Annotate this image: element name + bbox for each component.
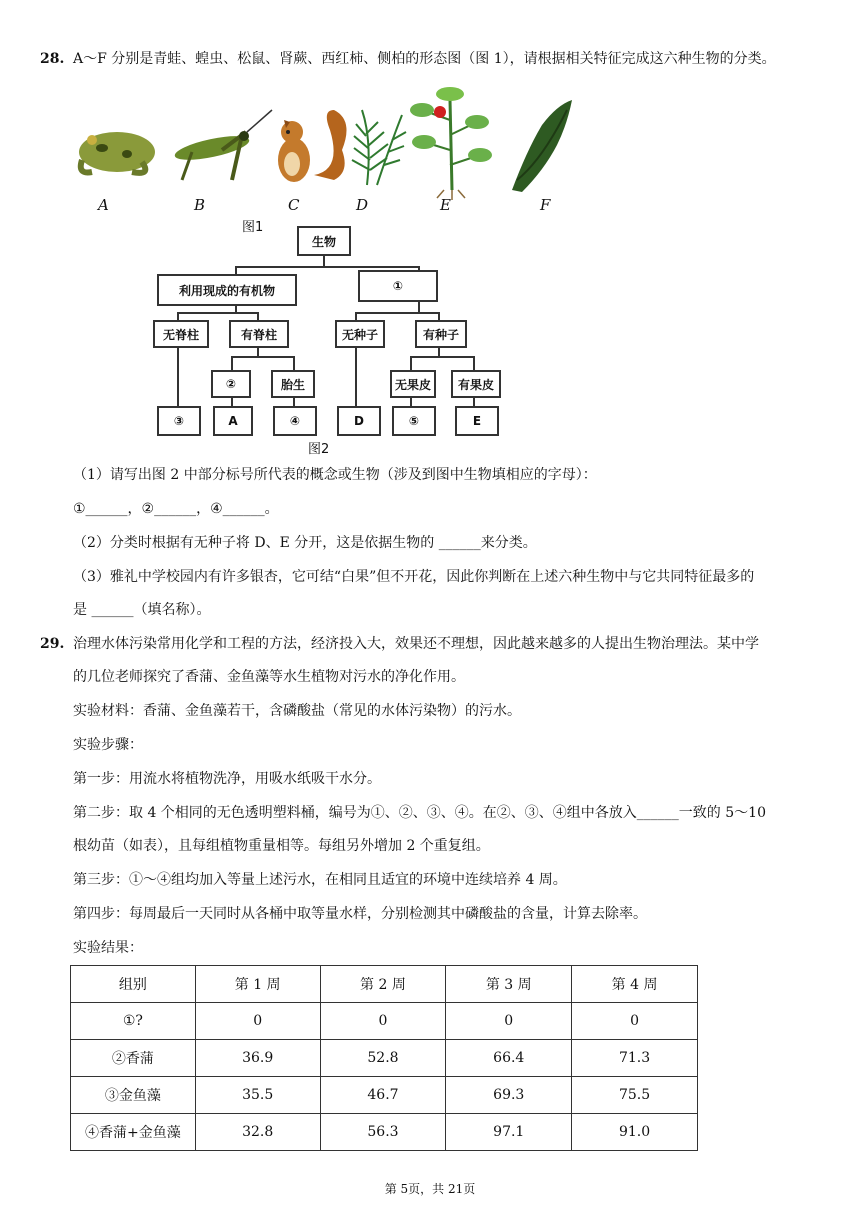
- table-row: [71, 1003, 698, 1040]
- table-cell: ②香蒲: [71, 1040, 196, 1077]
- fern-image: [352, 110, 406, 185]
- label-a: A: [98, 196, 109, 214]
- frog-image: [79, 132, 155, 173]
- squirrel-image: [278, 110, 347, 182]
- figure-2-classification-tree: [145, 222, 515, 457]
- table-cell: 56.3: [320, 1114, 446, 1151]
- q28-sub3-line1: （3）雅礼中学校园内有许多银杏，它可结“白果”但不开花，因此你判断在上述六种生物中与它共同特征最多的: [73, 569, 755, 585]
- tree-spine: 有脊柱: [229, 320, 289, 348]
- table-cell: 75.5: [572, 1077, 698, 1114]
- tree-fetal: 胎生: [271, 370, 315, 398]
- table-cell: ④香蒲+金鱼藻: [71, 1114, 196, 1151]
- results-table: [70, 965, 698, 1151]
- table-cell: 35.5: [195, 1077, 320, 1114]
- q29-results-title: 实验结果：: [73, 940, 143, 956]
- q29-intro-line1: 治理水体污染常用化学和工程的方法，经济投入大，效果还不理想，因此越来越多的人提出生物治理法。某中学: [73, 636, 759, 652]
- table-header-cell: 第 4 周: [572, 966, 698, 1003]
- table-cell: ①?: [71, 1003, 196, 1040]
- label-e: E: [440, 196, 451, 214]
- table-cell: 97.1: [446, 1114, 572, 1151]
- figure-2-title: 图2: [308, 442, 330, 457]
- table-cell: 36.9: [195, 1040, 320, 1077]
- q29-step2-line2: 根幼苗（如表），且每组植物重量相等。每组另外增加 2 个重复组。: [73, 838, 490, 854]
- cypress-image: [512, 100, 572, 192]
- label-d: D: [356, 196, 369, 214]
- q28-sub1: （1）请写出图 2 中部分标号所代表的概念或生物（涉及到图中生物填相应的字母）：: [73, 467, 597, 483]
- q29-intro-line2: 的几位老师探究了香蒲、金鱼藻等水生植物对污水的净化作用。: [73, 669, 465, 685]
- question-number-29: 29.: [40, 636, 65, 652]
- question-number-28: 28.: [40, 51, 65, 67]
- label-b: B: [194, 196, 206, 214]
- grasshopper-image: [173, 110, 272, 180]
- table-header-cell: 组别: [71, 966, 196, 1003]
- figure-1-title: 图1: [242, 220, 264, 235]
- table-header-cell: 第 3 周: [446, 966, 572, 1003]
- table-cell: 66.4: [446, 1040, 572, 1077]
- table-row: [71, 1114, 698, 1151]
- table-cell: 0: [446, 1003, 572, 1040]
- tree-no-peel: 无果皮: [390, 370, 436, 398]
- table-row: [71, 1040, 698, 1077]
- tree-leaf-d: D: [337, 406, 381, 436]
- label-f: F: [540, 196, 551, 214]
- table-cell: 91.0: [572, 1114, 698, 1151]
- table-header-row: [71, 966, 698, 1003]
- tree-root: 生物: [297, 226, 351, 256]
- q29-step1: 第一步：用流水将植物洗净，用吸水纸吸干水分。: [73, 771, 381, 787]
- q29-steps-title: 实验步骤：: [73, 737, 143, 753]
- figure-1-organisms: [72, 80, 592, 235]
- tree-no-seed: 无种子: [335, 320, 385, 348]
- table-cell: 71.3: [572, 1040, 698, 1077]
- q29-step2-line1: 第二步：取 4 个相同的无色透明塑料桶，编号为①、②、③、④。在②、③、④组中各放入______一致的 5～10: [73, 805, 766, 821]
- table-header-cell: 第 2 周: [320, 966, 446, 1003]
- table-cell: 0: [195, 1003, 320, 1040]
- tomato-plant-image: [410, 87, 492, 200]
- tree-blank-1: ①: [358, 270, 438, 302]
- q28-sub2: （2）分类时根据有无种子将 D、E 分开，这是依据生物的 ______来分类。: [73, 535, 537, 551]
- table-cell: 32.8: [195, 1114, 320, 1151]
- tree-left-branch: 利用现成的有机物: [157, 274, 297, 306]
- tree-no-spine: 无脊柱: [153, 320, 209, 348]
- table-cell: 46.7: [320, 1077, 446, 1114]
- tree-seed: 有种子: [415, 320, 467, 348]
- label-c: C: [288, 196, 300, 214]
- q29-materials: 实验材料：香蒲、金鱼藻若干，含磷酸盐（常见的水体污染物）的污水。: [73, 703, 521, 719]
- table-row: [71, 1077, 698, 1114]
- tree-leaf-3: ③: [157, 406, 201, 436]
- table-header-cell: 第 1 周: [195, 966, 320, 1003]
- table-cell: 0: [320, 1003, 446, 1040]
- tree-blank-2: ②: [211, 370, 251, 398]
- q28-sub1-blanks: ①______，②______，④______。: [73, 501, 279, 517]
- q29-step3: 第三步：①～④组均加入等量上述污水，在相同且适宜的环境中连续培养 4 周。: [73, 872, 567, 888]
- tree-leaf-e: E: [455, 406, 499, 436]
- table-cell: ③金鱼藻: [71, 1077, 196, 1114]
- question-28-stem: A～F 分别是青蛙、蝗虫、松鼠、肾蕨、西红柿、侧柏的形态图（图 1），请根据相关特征完成这六种生物的分类。: [73, 51, 776, 67]
- table-cell: 0: [572, 1003, 698, 1040]
- tree-leaf-4: ④: [273, 406, 317, 436]
- tree-leaf-a: A: [213, 406, 253, 436]
- tree-peel: 有果皮: [451, 370, 501, 398]
- page-footer: 第 5页，共 21页: [384, 1182, 476, 1196]
- table-cell: 69.3: [446, 1077, 572, 1114]
- tree-leaf-5: ⑤: [392, 406, 436, 436]
- organism-illustrations: [72, 80, 592, 230]
- q28-sub3-line2: 是 ______（填名称）。: [73, 602, 211, 618]
- table-cell: 52.8: [320, 1040, 446, 1077]
- q29-step4: 第四步：每周最后一天同时从各桶中取等量水样，分别检测其中磷酸盐的含量，计算去除率。: [73, 906, 647, 922]
